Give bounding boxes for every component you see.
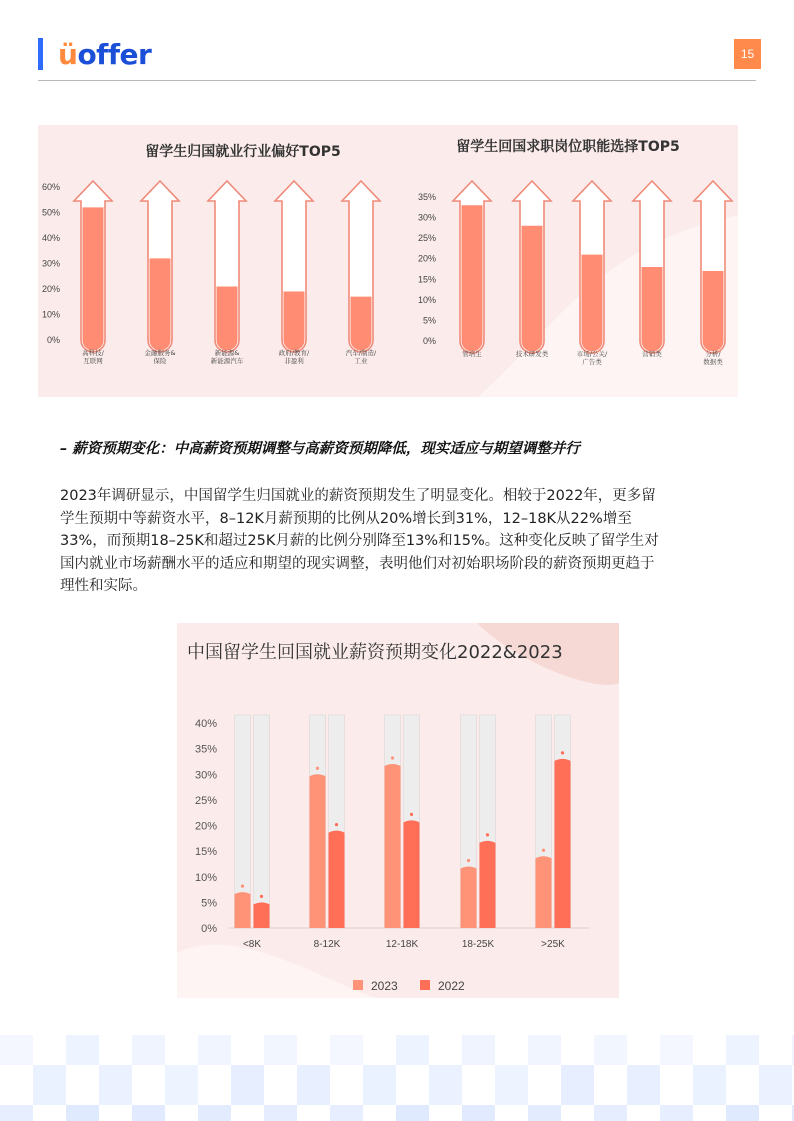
logo-text: offer [77,38,152,71]
decorative-checker-band [0,1035,794,1121]
x-tick-label: 18-25K [461,939,495,950]
x-tick-label: 8-12K [313,939,341,950]
checker-cell [660,1035,693,1065]
paragraph-line: 2023年调研显示，中国留学生归国就业的薪资预期发生了明显变化。相较于2022年，更多留 [60,488,656,504]
y-tick-label: 35% [194,743,217,756]
x-tick-label: >25K [541,939,565,950]
checker-cell [396,1105,429,1121]
category-label: 管培生 [462,350,482,358]
checker-cell [660,1105,693,1121]
category-label: 工业 [354,357,368,365]
checker-cell [396,1035,429,1065]
checker-cell [33,1065,66,1105]
category-label: 广告类 [582,358,602,366]
checker-cell [264,1105,297,1121]
category-label: 新能源& [214,349,240,357]
page-number: 15 [734,39,761,69]
checker-cell [66,1105,99,1121]
bar-marker [542,849,545,852]
bar-marker [316,767,319,770]
chart2-title: 留学生回国求职岗位职能选择TOP5 [456,139,680,155]
bar-2023 [461,867,477,929]
top5-charts-svg [38,125,738,397]
logo-mark: ü [58,38,78,71]
paragraph-line: 学生预期中等薪资水平，8–12K月薪预期的比例从20%增长到31%，12–18K从22%增至 [60,510,632,527]
bar-2022 [480,841,496,928]
header-accent-bar [38,38,43,70]
y-tick-label: 60% [41,182,60,192]
bar-marker [561,751,564,754]
y-tick-label: 50% [41,207,60,218]
category-label: 保险 [153,357,167,365]
category-label: 互联网 [83,357,103,365]
bar-2022 [254,902,270,928]
checker-cell [264,1035,297,1065]
section-paragraph [60,485,740,598]
checker-cell [429,1065,462,1105]
legend-label: 2022 [438,979,465,993]
bar-2023 [310,774,326,928]
y-tick-label: 40% [194,718,217,730]
bar-2022 [329,831,345,928]
salary-chart-svg [177,623,619,998]
checker-cell [330,1105,363,1121]
category-label: 数据类 [703,358,723,366]
y-tick-label: 5% [201,897,217,910]
category-label: 金融服务& [144,349,176,357]
bar-fill [351,297,372,351]
y-tick-label: 10% [194,871,217,884]
paragraph-line: 33%，而预期18–25K和超过25K月薪的比例分别降至13%和15%。这种变化反映了留学生对 [60,533,659,549]
bar-marker [241,885,244,888]
bar-2022 [555,759,571,928]
checker-cell [594,1105,627,1121]
category-label: 市场/公关/ [576,350,608,358]
paragraph-line: 国内就业市场薪酬水平的适应和期望的现实调整，表明他们对初始职场阶段的薪资预期更趋于 [60,555,655,572]
header-divider [38,80,756,81]
y-tick-label: 20% [194,820,217,833]
y-tick-label: 10% [41,309,60,320]
bar-2022 [404,820,420,928]
checker-cell [693,1065,726,1105]
bar-marker [335,823,338,826]
bar-fill [703,271,724,351]
y-tick-label: 25% [194,794,217,807]
y-tick-label: 0% [201,923,217,935]
category-label: 政府/教育/ [278,349,310,357]
checker-cell [561,1065,594,1105]
category-label: 高科技/ [82,349,104,357]
category-label: 营销类 [642,350,662,358]
chart1-title: 留学生归国就业行业偏好TOP5 [145,144,341,160]
y-tick-label: 0% [46,335,60,345]
y-tick-label: 30% [417,212,436,223]
checker-cell [627,1065,660,1105]
figure-salary-expectation-chart [177,623,619,998]
bar-2023 [385,764,401,928]
checker-cell [759,1065,792,1105]
checker-cell [0,1105,33,1121]
figure-top5-charts [38,125,738,397]
paragraph-line: 理性和实际。 [60,578,147,594]
checker-cell [726,1105,759,1121]
section-title: – 薪资预期变化：中高薪资预期调整与高薪资预期降低，现实适应与期望调整并行 [60,441,580,457]
bar-fill [284,292,305,351]
category-label: 非盈利 [284,357,304,365]
checker-cell [99,1065,132,1105]
checker-cell [462,1035,495,1065]
bar-fill [642,267,663,352]
checker-cell [726,1035,759,1065]
checker-cell [363,1065,396,1105]
x-tick-label: <8K [242,939,262,950]
checker-cell [165,1065,198,1105]
bar-fill [582,255,603,352]
bar-fill [83,207,104,350]
bar-marker [486,833,489,836]
bar-marker [391,756,394,759]
y-tick-label: 40% [41,233,60,243]
y-tick-label: 0% [422,336,436,346]
y-tick-label: 15% [194,846,217,859]
bar-fill [522,226,543,352]
x-tick-label: 12-18K [385,939,419,950]
checker-cell [594,1035,627,1065]
y-tick-label: 25% [417,233,436,244]
y-tick-label: 20% [417,253,436,264]
checker-cell [66,1035,99,1065]
y-tick-label: 30% [41,258,60,269]
y-tick-label: 15% [417,274,436,285]
y-tick-label: 10% [417,294,436,305]
uoffer-logo [58,38,151,71]
checker-cell [462,1105,495,1121]
bar-2023 [536,856,552,928]
bar-fill [217,286,238,350]
bar-fill [150,258,171,350]
bar-marker [410,813,413,816]
category-label: 汽车/制造/ [345,349,377,357]
checker-cell [0,1035,33,1065]
bar-marker [467,859,470,862]
checker-cell [528,1105,561,1121]
checker-cell [198,1035,231,1065]
checker-cell [231,1065,264,1105]
category-label: 技术研发类 [515,350,549,358]
category-label: 新能源汽车 [210,357,244,365]
bar-fill [462,205,483,351]
legend-label: 2023 [371,979,398,993]
checker-cell [528,1035,561,1065]
y-tick-label: 5% [422,315,436,326]
y-tick-label: 30% [194,769,217,782]
bar-2023 [235,892,251,928]
category-label: 分析/ [705,350,721,358]
y-tick-label: 35% [417,192,436,202]
legend-swatch [353,980,363,990]
checker-cell [330,1035,363,1065]
y-tick-label: 20% [41,284,60,294]
checker-cell [297,1065,330,1105]
checker-cell [132,1035,165,1065]
salary-chart-title: 中国留学生回国就业薪资预期变化2022&2023 [187,642,563,663]
checker-cell [495,1065,528,1105]
checker-cell [132,1105,165,1121]
legend-swatch [420,980,430,990]
bar-marker [260,895,263,898]
checker-cell [198,1105,231,1121]
